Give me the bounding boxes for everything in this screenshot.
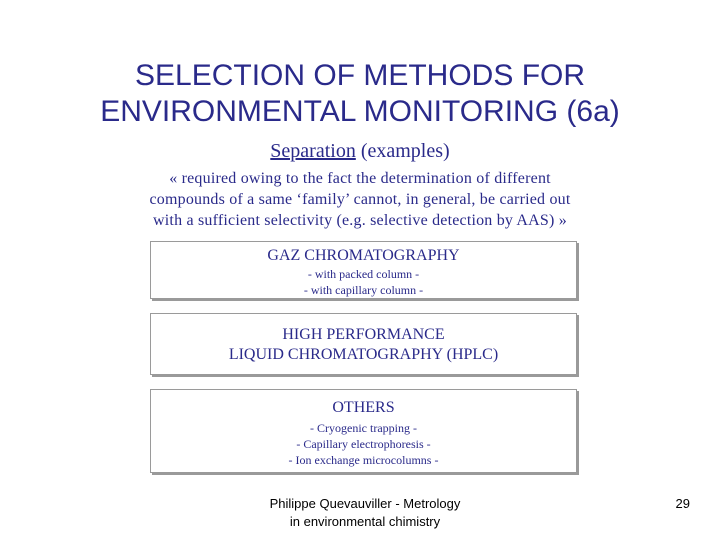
box-item: - with capillary column - [303, 283, 424, 297]
page-number: 29 [675, 496, 690, 511]
others-box [150, 389, 577, 473]
subtitle-rest: (examples) [355, 140, 450, 162]
explanation-note [60, 168, 660, 231]
box-item: - Ion exchange microcolumns - [288, 453, 439, 467]
box-item: - Cryogenic trapping - [310, 421, 417, 435]
box-item: - Capillary electrophoresis - [296, 437, 431, 451]
footer-line-2: in environmental chimistry [289, 514, 441, 529]
box-heading-line-2: LIQUID CHROMATOGRAPHY (HPLC) [228, 346, 499, 363]
box-item-list [151, 420, 576, 468]
section-subtitle [0, 138, 720, 164]
gas-chromatography-box [150, 241, 577, 299]
slide-title-line-2: ENVIRONMENTAL MONITORING (6a) [100, 95, 620, 128]
slide-title [0, 58, 720, 130]
slide-title-line-1: SELECTION OF METHODS FOR [134, 59, 586, 92]
box-heading: GAZ CHROMATOGRAPHY [267, 247, 460, 264]
note-line-1: « required owing to the fact the determination of different [169, 170, 551, 187]
footer-author [230, 495, 500, 531]
note-line-3: with a sufficient selectivity (e.g. selective detection by AAS) » [153, 212, 567, 229]
footer-line-1: Philippe Quevauviller - Metrology [269, 496, 461, 511]
box-heading-line-1: HIGH PERFORMANCE [282, 326, 445, 343]
note-line-2: compounds of a same ‘family’ cannot, in general, be carried out [149, 191, 571, 208]
subtitle-underlined: Separation [270, 140, 356, 162]
box-item: - with packed column - [307, 267, 420, 281]
hplc-box [150, 313, 577, 375]
box-heading: OTHERS [332, 399, 395, 416]
